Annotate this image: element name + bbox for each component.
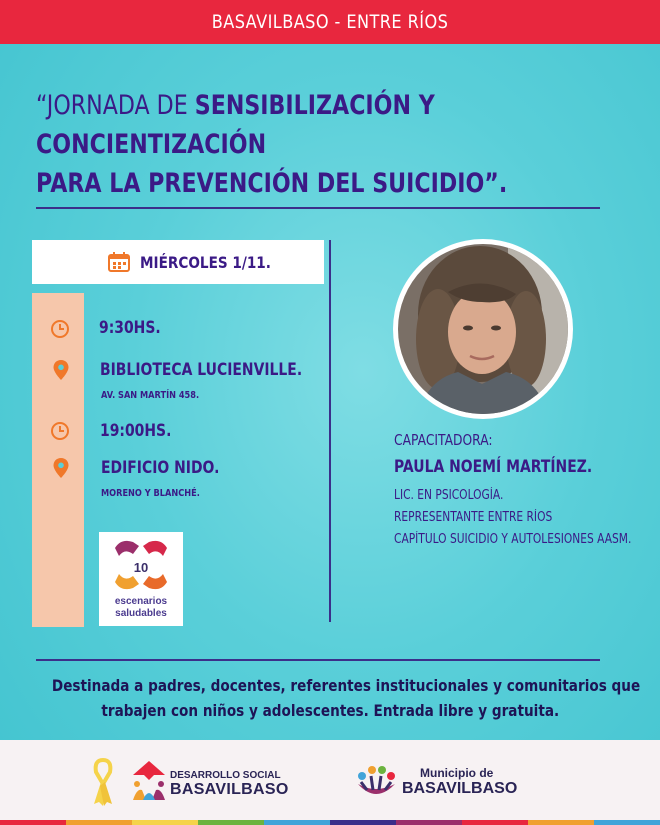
portrait-image [398, 244, 568, 414]
divider-top [36, 207, 600, 209]
header-location: BASAVILBASO - ENTRE RÍOS [50, 0, 611, 44]
desarrollo-social-city: BASAVILBASO [170, 781, 289, 798]
location-pin-icon [51, 457, 71, 479]
desarrollo-social-logo-icon [130, 758, 168, 802]
footer-color-stripe [0, 820, 660, 825]
clock-icon [50, 318, 70, 340]
ribbon-icon [92, 758, 114, 808]
municipio-label: Municipio de [420, 766, 494, 780]
trainer-credential-1: LIC. EN PSICOLOGÍA. [394, 488, 504, 503]
trainer-credential-3: CAPÍTULO SUICIDIO Y AUTOLESIONES AASM. [394, 532, 632, 547]
hands-logo-icon [99, 534, 183, 598]
audience-text [0, 674, 660, 724]
session-2-time: 19:00HS. [100, 421, 172, 441]
calendar-icon [108, 252, 130, 272]
session-1-address: AV. SAN MARTÍN 458. [101, 390, 200, 401]
title-part-1: “JORNADA DE [36, 90, 195, 121]
badge-number: 10 [133, 560, 149, 575]
clock-icon [50, 420, 70, 442]
audience-line-2: trabajen con niños y adolescentes. Entrada libre y gratuita. [101, 700, 559, 720]
title-part-3: PARA LA PREVENCIÓN DEL SUICIDIO”. [36, 168, 508, 200]
escenarios-saludables-logo [99, 532, 183, 626]
desarrollo-social-label: DESARROLLO SOCIAL [170, 770, 281, 781]
event-date: MIÉRCOLES 1/11. [140, 252, 271, 272]
audience-line-1: Destinada a padres, docentes, referentes institucionales y comunitarios que [51, 676, 641, 695]
session-2-address: MORENO Y BLANCHÉ. [101, 488, 200, 499]
trainer-credential-2: REPRESENTANTE ENTRE RÍOS [394, 510, 553, 525]
municipio-city: BASAVILBASO [402, 780, 518, 797]
trainer-photo [398, 244, 568, 414]
session-2-place: EDIFICIO NIDO. [101, 458, 220, 478]
trainer-label: CAPACITADORA: [394, 431, 493, 449]
badge-line-1: escenarios [114, 596, 168, 607]
session-1-place: BIBLIOTECA LUCIENVILLE. [100, 360, 303, 380]
badge-line-2: saludables [115, 608, 167, 619]
location-pin-icon [51, 359, 71, 381]
session-1-time: 9:30HS. [99, 318, 161, 338]
trainer-name: PAULA NOEMÍ MARTÍNEZ. [394, 457, 593, 477]
date-box [32, 240, 324, 284]
municipio-logo-icon [355, 764, 397, 800]
divider-bottom [36, 659, 600, 661]
event-title [36, 86, 626, 203]
title-part-2: SENSIBILIZACIÓN Y CONCIENTIZACIÓN [36, 90, 435, 161]
divider-vertical [329, 240, 331, 622]
